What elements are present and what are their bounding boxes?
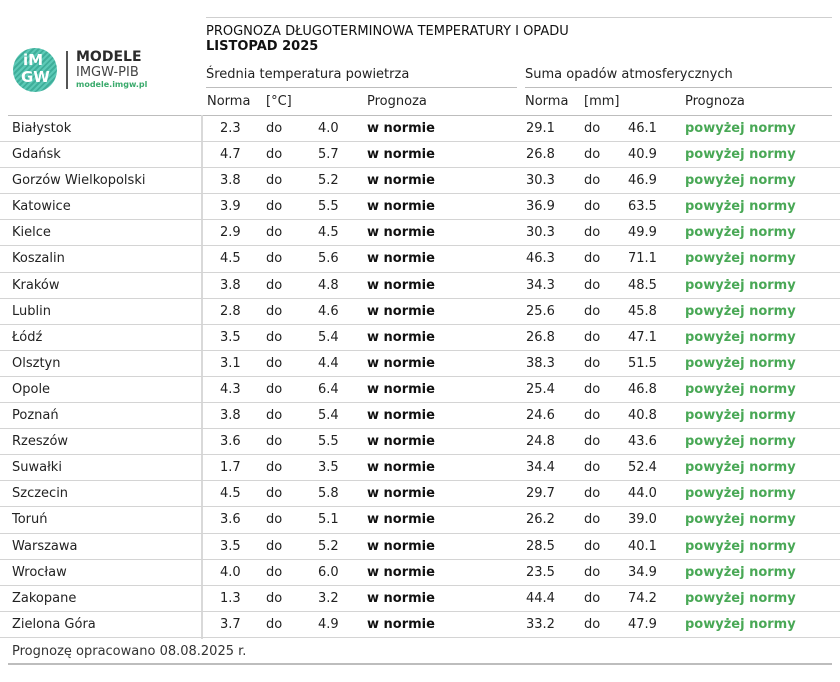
imgw-logo <box>13 47 148 93</box>
precip-norm-min: 30.3 <box>526 173 555 189</box>
precip-norm-max: 49.9 <box>628 225 657 241</box>
precip-forecast: powyżej normy <box>685 408 796 424</box>
table-row <box>0 116 840 142</box>
city-name: Gorzów Wielkopolski <box>12 173 146 189</box>
temp-forecast: w normie <box>367 381 435 397</box>
precip-norm-min: 29.1 <box>526 121 555 136</box>
precip-connector: do <box>584 225 601 241</box>
precip-norm-max: 46.8 <box>628 381 657 397</box>
temp-norm-max: 5.5 <box>318 434 339 450</box>
footer-note: Prognozę opracowano 08.08.2025 r. <box>12 644 247 659</box>
precip-forecast: powyżej normy <box>685 460 796 476</box>
temp-norm-min: 4.5 <box>220 486 241 502</box>
precip-norm-max: 45.8 <box>628 303 657 319</box>
temp-forecast: w normie <box>367 277 435 293</box>
precip-forecast: powyżej normy <box>685 173 796 189</box>
temp-norm-min: 1.7 <box>220 460 241 476</box>
temp-norma-header: Norma <box>207 94 251 109</box>
temp-connector: do <box>266 564 283 580</box>
city-name: Olsztyn <box>12 355 61 371</box>
precip-forecast: powyżej normy <box>685 303 796 319</box>
group-rule-temp <box>206 87 517 88</box>
precip-connector: do <box>584 277 601 293</box>
temp-norm-min: 3.6 <box>220 434 241 450</box>
table-row <box>0 220 840 246</box>
temp-forecast: w normie <box>367 486 435 502</box>
temp-connector: do <box>266 381 283 397</box>
city-name: Suwałki <box>12 460 62 476</box>
table-row <box>0 377 840 403</box>
precip-forecast: powyżej normy <box>685 147 796 163</box>
temp-connector: do <box>266 329 283 345</box>
precip-connector: do <box>584 381 601 397</box>
precip-norm-max: 63.5 <box>628 199 657 215</box>
precip-connector: do <box>584 147 601 163</box>
temp-norm-min: 2.9 <box>220 225 241 241</box>
precip-norm-max: 39.0 <box>628 512 657 528</box>
city-name: Koszalin <box>12 251 65 267</box>
table-row <box>0 429 840 455</box>
table-row <box>0 481 840 507</box>
precip-norm-min: 26.8 <box>526 147 555 163</box>
temp-forecast: w normie <box>367 147 435 163</box>
precip-norm-min: 28.5 <box>526 538 555 554</box>
temp-connector: do <box>266 538 283 554</box>
precip-forecast: powyżej normy <box>685 564 796 580</box>
precip-group-title: Suma opadów atmosferycznych <box>525 67 733 82</box>
city-name: Katowice <box>12 199 71 215</box>
temp-forecast: w normie <box>367 329 435 345</box>
logo-url: modele.imgw.pl <box>76 80 148 89</box>
table-row <box>0 351 840 377</box>
precip-connector: do <box>584 564 601 580</box>
temp-norm-max: 4.5 <box>318 225 339 241</box>
city-name: Wrocław <box>12 564 67 580</box>
table-row <box>0 507 840 533</box>
temp-norm-max: 6.4 <box>318 381 339 397</box>
temp-forecast: w normie <box>367 121 435 136</box>
precip-connector: do <box>584 303 601 319</box>
precip-norm-max: 40.1 <box>628 538 657 554</box>
temp-connector: do <box>266 199 283 215</box>
precip-connector: do <box>584 460 601 476</box>
precip-norm-max: 40.8 <box>628 408 657 424</box>
table-row <box>0 403 840 429</box>
table-row <box>0 455 840 481</box>
precip-norm-min: 26.2 <box>526 512 555 528</box>
temp-connector: do <box>266 173 283 189</box>
precip-connector: do <box>584 329 601 345</box>
precip-connector: do <box>584 199 601 215</box>
temp-norm-min: 4.7 <box>220 147 241 163</box>
precip-forecast: powyżej normy <box>685 538 796 554</box>
table-row <box>0 534 840 560</box>
temp-connector: do <box>266 616 283 632</box>
precip-forecast: powyżej normy <box>685 121 796 136</box>
table-row <box>0 325 840 351</box>
precip-connector: do <box>584 616 601 632</box>
logo-title: MODELE <box>76 49 142 65</box>
city-name: Zielona Góra <box>12 616 96 632</box>
city-name: Gdańsk <box>12 147 61 163</box>
precip-norm-min: 44.4 <box>526 590 555 606</box>
precip-norm-min: 38.3 <box>526 355 555 371</box>
temp-norm-max: 4.4 <box>318 355 339 371</box>
temp-norm-max: 3.5 <box>318 460 339 476</box>
top-rule <box>206 17 832 18</box>
precip-connector: do <box>584 512 601 528</box>
precip-norm-min: 25.6 <box>526 303 555 319</box>
precip-connector: do <box>584 538 601 554</box>
precip-norm-min: 26.8 <box>526 329 555 345</box>
precip-norm-min: 24.6 <box>526 408 555 424</box>
logo-org: IMGW-PIB <box>76 65 139 80</box>
table-row <box>0 273 840 299</box>
city-name: Kielce <box>12 225 51 241</box>
precip-forecast: powyżej normy <box>685 616 796 632</box>
temp-forecast: w normie <box>367 538 435 554</box>
city-name: Białystok <box>12 121 72 136</box>
temp-norm-max: 5.7 <box>318 147 339 163</box>
page-title: PROGNOZA DŁUGOTERMINOWA TEMPERATURY I OPADU <box>206 24 569 39</box>
table-row <box>0 612 840 638</box>
precip-forecast: powyżej normy <box>685 486 796 502</box>
precip-norm-max: 43.6 <box>628 434 657 450</box>
temp-forecast: w normie <box>367 173 435 189</box>
precip-connector: do <box>584 486 601 502</box>
temp-norm-min: 3.7 <box>220 616 241 632</box>
temp-norm-min: 3.6 <box>220 512 241 528</box>
precip-norm-min: 46.3 <box>526 251 555 267</box>
precip-connector: do <box>584 355 601 371</box>
temp-norm-min: 3.1 <box>220 355 241 371</box>
temp-connector: do <box>266 355 283 371</box>
temp-norm-min: 3.8 <box>220 173 241 189</box>
precip-norm-max: 34.9 <box>628 564 657 580</box>
temp-connector: do <box>266 590 283 606</box>
temp-norm-max: 5.8 <box>318 486 339 502</box>
precip-connector: do <box>584 121 601 136</box>
temp-forecast: w normie <box>367 355 435 371</box>
precip-norm-min: 24.8 <box>526 434 555 450</box>
temp-norm-max: 5.2 <box>318 538 339 554</box>
precip-forecast: powyżej normy <box>685 512 796 528</box>
temp-forecast: w normie <box>367 590 435 606</box>
precip-norm-min: 34.4 <box>526 460 555 476</box>
logo-separator <box>66 51 68 89</box>
table-row <box>0 586 840 612</box>
temp-norm-max: 3.2 <box>318 590 339 606</box>
temp-norm-max: 4.0 <box>318 121 339 136</box>
temp-forecast: w normie <box>367 251 435 267</box>
precip-norm-min: 23.5 <box>526 564 555 580</box>
city-name: Kraków <box>12 277 60 293</box>
temp-connector: do <box>266 512 283 528</box>
temp-forecast: w normie <box>367 199 435 215</box>
temp-norm-min: 3.9 <box>220 199 241 215</box>
precip-norm-min: 33.2 <box>526 616 555 632</box>
city-name: Łódź <box>12 329 43 345</box>
temp-norm-max: 5.4 <box>318 329 339 345</box>
group-rule-precip <box>525 87 832 88</box>
city-name: Warszawa <box>12 538 78 554</box>
city-name: Szczecin <box>12 486 69 502</box>
temp-connector: do <box>266 460 283 476</box>
temp-forecast-header: Prognoza <box>367 94 427 109</box>
precip-forecast: powyżej normy <box>685 251 796 267</box>
city-name: Lublin <box>12 303 51 319</box>
temp-norm-max: 5.2 <box>318 173 339 189</box>
precip-norm-max: 74.2 <box>628 590 657 606</box>
temp-forecast: w normie <box>367 434 435 450</box>
logo-mark-bottom: GW <box>21 68 50 86</box>
precip-norm-max: 47.9 <box>628 616 657 632</box>
temp-norm-min: 3.8 <box>220 277 241 293</box>
city-name: Rzeszów <box>12 434 69 450</box>
city-name: Poznań <box>12 408 59 424</box>
temp-connector: do <box>266 408 283 424</box>
temp-norm-max: 6.0 <box>318 564 339 580</box>
precip-norm-max: 52.4 <box>628 460 657 476</box>
temp-connector: do <box>266 225 283 241</box>
temp-norm-min: 3.5 <box>220 538 241 554</box>
temp-norm-min: 3.5 <box>220 329 241 345</box>
temp-connector: do <box>266 434 283 450</box>
table-row <box>0 246 840 272</box>
precip-norm-min: 34.3 <box>526 277 555 293</box>
city-name: Zakopane <box>12 590 77 606</box>
forecast-table <box>0 116 840 638</box>
temp-norm-min: 2.3 <box>220 121 241 136</box>
temp-norm-max: 5.4 <box>318 408 339 424</box>
precip-unit-header: [mm] <box>584 94 620 109</box>
temp-norm-max: 4.9 <box>318 616 339 632</box>
precip-norm-max: 51.5 <box>628 355 657 371</box>
precip-connector: do <box>584 173 601 189</box>
table-row <box>0 299 840 325</box>
precip-norm-min: 25.4 <box>526 381 555 397</box>
temp-norm-min: 1.3 <box>220 590 241 606</box>
city-name: Toruń <box>12 512 48 528</box>
temp-norm-min: 4.0 <box>220 564 241 580</box>
precip-norm-max: 40.9 <box>628 147 657 163</box>
precip-norm-min: 29.7 <box>526 486 555 502</box>
temp-connector: do <box>266 251 283 267</box>
temp-connector: do <box>266 486 283 502</box>
precip-norm-min: 30.3 <box>526 225 555 241</box>
temp-norm-min: 3.8 <box>220 408 241 424</box>
temp-forecast: w normie <box>367 564 435 580</box>
table-row <box>0 142 840 168</box>
temperature-group-title: Średnia temperatura powietrza <box>206 67 410 82</box>
precip-forecast: powyżej normy <box>685 225 796 241</box>
precip-norm-max: 47.1 <box>628 329 657 345</box>
temp-norm-min: 4.5 <box>220 251 241 267</box>
precip-connector: do <box>584 590 601 606</box>
temp-norm-max: 5.1 <box>318 512 339 528</box>
precip-forecast: powyżej normy <box>685 381 796 397</box>
precip-forecast: powyżej normy <box>685 434 796 450</box>
temp-forecast: w normie <box>367 512 435 528</box>
table-row <box>0 560 840 586</box>
table-row <box>0 168 840 194</box>
temp-connector: do <box>266 277 283 293</box>
precip-connector: do <box>584 251 601 267</box>
precip-norma-header: Norma <box>525 94 569 109</box>
temp-connector: do <box>266 147 283 163</box>
temp-norm-max: 5.5 <box>318 199 339 215</box>
temp-norm-max: 4.6 <box>318 303 339 319</box>
temp-forecast: w normie <box>367 616 435 632</box>
precip-norm-max: 44.0 <box>628 486 657 502</box>
temp-forecast: w normie <box>367 408 435 424</box>
precip-connector: do <box>584 434 601 450</box>
precip-forecast-header: Prognoza <box>685 94 745 109</box>
temp-norm-min: 4.3 <box>220 381 241 397</box>
temp-forecast: w normie <box>367 303 435 319</box>
footer-rule <box>8 663 832 665</box>
precip-forecast: powyżej normy <box>685 590 796 606</box>
temp-norm-max: 5.6 <box>318 251 339 267</box>
precip-norm-max: 46.1 <box>628 121 657 136</box>
logo-mark-top: iM <box>23 51 44 69</box>
page-subtitle: LISTOPAD 2025 <box>206 39 319 54</box>
city-name: Opole <box>12 381 51 397</box>
imgw-logo-mark <box>13 48 57 92</box>
table-row <box>0 194 840 220</box>
temp-forecast: w normie <box>367 225 435 241</box>
precip-forecast: powyżej normy <box>685 355 796 371</box>
temp-norm-min: 2.8 <box>220 303 241 319</box>
temp-connector: do <box>266 303 283 319</box>
temp-unit-header: [°C] <box>266 94 292 109</box>
precip-norm-min: 36.9 <box>526 199 555 215</box>
precip-forecast: powyżej normy <box>685 277 796 293</box>
precip-norm-max: 46.9 <box>628 173 657 189</box>
precip-connector: do <box>584 408 601 424</box>
precip-norm-max: 71.1 <box>628 251 657 267</box>
precip-forecast: powyżej normy <box>685 199 796 215</box>
precip-forecast: powyżej normy <box>685 329 796 345</box>
temp-forecast: w normie <box>367 460 435 476</box>
precip-norm-max: 48.5 <box>628 277 657 293</box>
temp-connector: do <box>266 121 283 136</box>
temp-norm-max: 4.8 <box>318 277 339 293</box>
